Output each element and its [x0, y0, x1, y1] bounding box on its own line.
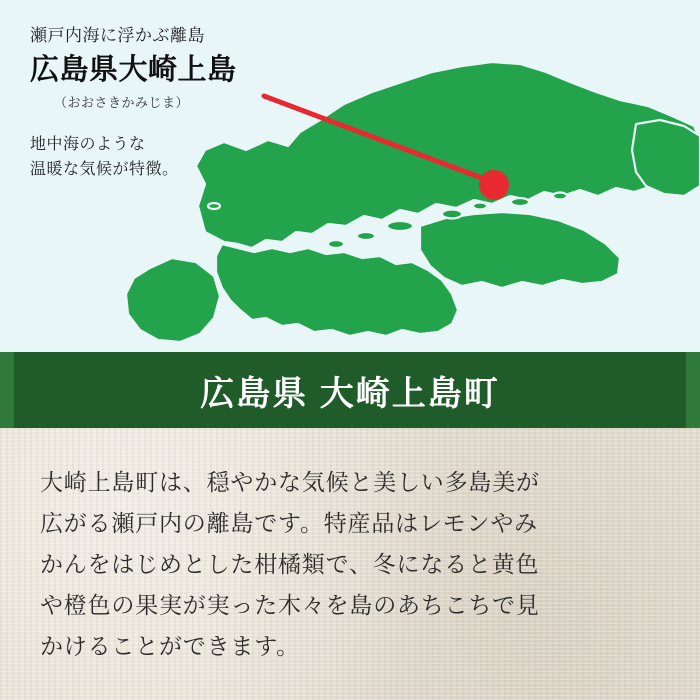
description-line: や橙色の果実が実った木々を島のあちこちで見 [40, 591, 540, 618]
island-a [387, 221, 413, 231]
island-g [208, 203, 220, 209]
description-text [40, 462, 660, 667]
map-caption-block [30, 26, 237, 182]
island-f [511, 198, 529, 206]
title-bar [0, 352, 700, 428]
title-bar-text: 広島県 大崎上島町 [200, 374, 500, 413]
description-line: 広がる瀬戸内の離島です。特産品はレモンやみ [40, 509, 538, 536]
map-caption-sub-line1: 地中海のような [30, 135, 146, 153]
island-e [473, 203, 487, 210]
map-caption-title: 広島県大崎上島 [30, 54, 237, 87]
island-d [442, 210, 462, 219]
description-line: かけることができます。 [40, 632, 300, 659]
description-line: 大崎上島町は、穏やかな気候と美しい多島美が [40, 469, 540, 495]
island-h [553, 193, 567, 200]
location-marker [479, 170, 509, 200]
description-line: かんをはじめとした柑橘類で、冬になると黄色 [40, 550, 540, 577]
map-caption-reading: （おおさきかみじま） [54, 94, 190, 110]
description-panel [0, 428, 700, 700]
island-b [357, 232, 375, 240]
map-caption-sub [30, 133, 237, 183]
map-caption-small: 瀬戸内海に浮かぶ離島 [30, 26, 205, 45]
map-caption-sub-line2: 温暖な気候が特徴。 [30, 160, 179, 178]
island-c [328, 240, 344, 248]
